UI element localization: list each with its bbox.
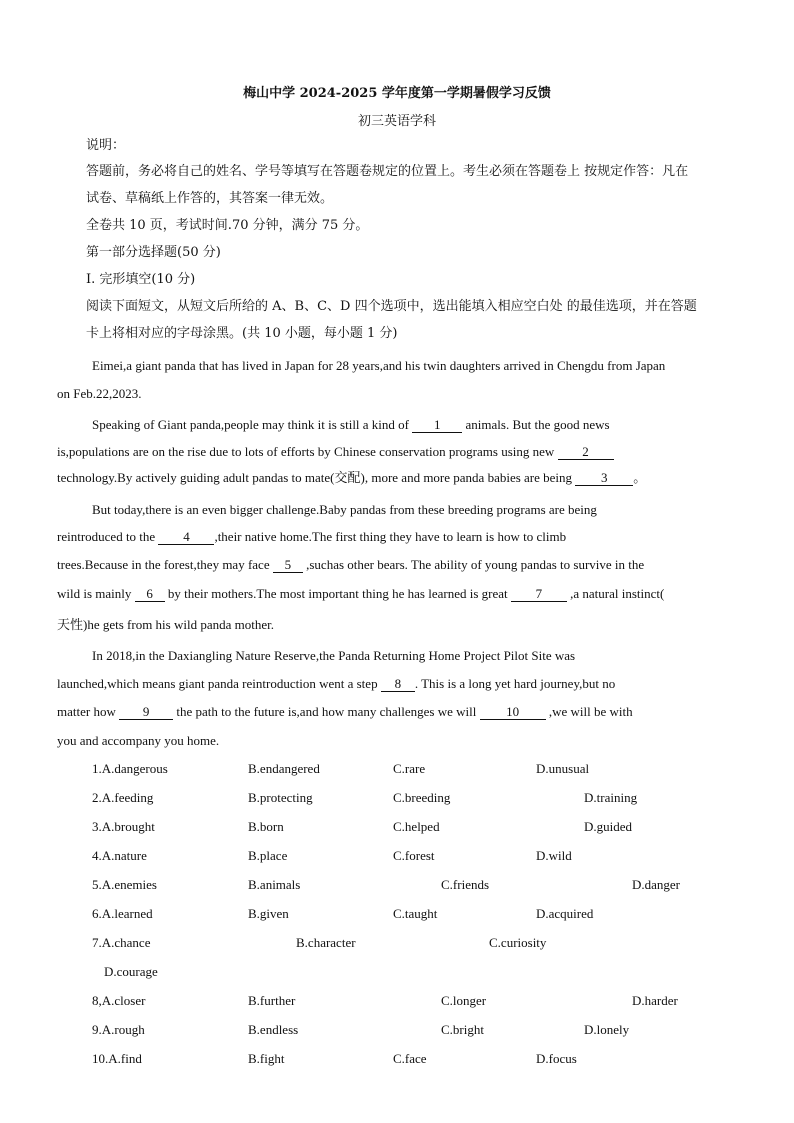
option-3c: C.helped (393, 819, 440, 834)
exam-subtitle: 初三英语学科 (357, 114, 436, 129)
blank-7: 7 (511, 587, 567, 602)
option-4d: D.wild (536, 848, 572, 863)
blank-4: 4 (158, 530, 214, 545)
option-8b: B.further (248, 993, 296, 1008)
blank-8: 8 (381, 677, 415, 692)
part-one-heading: 第一部分选择题(50 分) (86, 245, 221, 260)
section-cloze-heading: I. 完形填空(10 分) (86, 272, 196, 287)
instructions-label: 说明： (86, 138, 126, 153)
blank-2: 2 (558, 445, 614, 460)
passage-line: reintroduced to the 4 ,their native home.The first thing they have to learn is how to climb (57, 529, 567, 544)
option-7d: D.courage (104, 964, 158, 979)
passage-line: is,populations are on the rise due to lots of efforts by Chinese conservation programs using new 2 (57, 443, 614, 461)
option-7c: C.curiosity (489, 935, 547, 950)
passage-line: wild is mainly 6 by their mothers.The most important thing he has learned is great 7 ,a natural instinct( (57, 586, 665, 601)
option-7a: 7.A.chance (92, 935, 151, 950)
blank-3: 3 (575, 471, 633, 486)
option-3d: D.guided (584, 819, 633, 834)
option-2d: D.training (584, 790, 638, 805)
option-3a: 3.A.brought (92, 819, 155, 834)
blank-10: 10 (480, 705, 546, 720)
option-8a: 8,A.closer (92, 993, 146, 1008)
instructions-line-3: 全卷共 10 页，考试时间.70 分钟，满分 75 分。 (86, 218, 369, 233)
option-1a: 1.A.dangerous (92, 761, 168, 776)
instructions-line-1: 答题前，务必将自己的姓名、学号等填写在答题卷规定的位置上。考生必须在答题卷上 按规定作答：凡在 (86, 164, 689, 179)
option-7b: B.character (296, 935, 356, 950)
option-4a: 4.A.nature (92, 848, 147, 863)
option-10c: C.face (393, 1051, 427, 1066)
option-6b: B.given (248, 906, 289, 921)
option-10a: 10.A.find (92, 1051, 142, 1066)
option-5a: 5.A.enemies (92, 877, 157, 892)
passage-line: technology.By actively guiding adult pandas to mate(交配), more and more panda babies are being 3 。 (57, 470, 647, 485)
option-6c: C.taught (393, 906, 438, 921)
option-1d: D.unusual (536, 761, 590, 776)
exam-title: 梅山中学 2024-2025 学年度第一学期暑假学习反馈 (243, 86, 551, 101)
option-9b: B.endless (248, 1022, 299, 1037)
blank-5: 5 (273, 558, 303, 573)
option-1c: C.rare (393, 761, 426, 776)
instructions-line-2: 试卷、草稿纸上作答的，其答案一律无效。 (86, 191, 334, 206)
option-6d: D.acquired (536, 906, 594, 921)
option-3b: B.born (248, 819, 284, 834)
option-4c: C.forest (393, 848, 435, 863)
passage-line: launched,which means giant panda reintroduction went a step 8 . This is a long yet hard journey,but no (57, 676, 616, 691)
option-4b: B.place (248, 848, 288, 863)
option-10d: D.focus (536, 1051, 577, 1066)
blank-9: 9 (119, 705, 173, 720)
passage-line: But today,there is an even bigger challenge.Baby pandas from these breeding programs are being (92, 502, 597, 517)
option-9a: 9.A.rough (92, 1022, 145, 1037)
option-9d: D.lonely (584, 1022, 630, 1037)
passage-line: on Feb.22,2023. (57, 386, 142, 401)
directions-line-2: 卡上将相对应的字母涂黑。(共 10 小题，每小题 1 分) (86, 326, 398, 341)
option-2c: C.breeding (393, 790, 451, 805)
blank-1: 1 (412, 418, 462, 433)
passage-line: trees.Because in the forest,they may face 5 ,suchas other bears. The ability of young pandas to survive in the (57, 557, 645, 572)
option-2b: B.protecting (248, 790, 313, 805)
passage-line: matter how 9 the path to the future is,and how many challenges we will 10 ,we will be with (57, 704, 633, 719)
passage-line: Eimei,a giant panda that has lived in Japan for 28 years,and his twin daughters arrived in Chengdu from Japan (92, 358, 666, 373)
option-5c: C.friends (441, 877, 490, 892)
passage-line: In 2018,in the Daxiangling Nature Reserve,the Panda Returning Home Project Pilot Site was (92, 648, 576, 663)
directions-line-1: 阅读下面短文，从短文后所给的 A、B、C、D 四个选项中，选出能填入相应空白处 的最佳选项，并在答题 (86, 299, 697, 314)
option-2a: 2.A.feeding (92, 790, 154, 805)
option-8d: D.harder (632, 993, 678, 1008)
option-5d: D.danger (632, 877, 681, 892)
blank-6: 6 (135, 587, 165, 602)
option-6a: 6.A.learned (92, 906, 153, 921)
passage-line: 天性)he gets from his wild panda mother. (57, 617, 274, 632)
option-1b: B.endangered (248, 761, 320, 776)
passage-line: you and accompany you home. (57, 733, 220, 748)
passage-line: Speaking of Giant panda,people may think it is still a kind of 1 animals. But the good news (92, 417, 610, 432)
option-8c: C.longer (441, 993, 487, 1008)
option-9c: C.bright (441, 1022, 484, 1037)
option-10b: B.fight (248, 1051, 285, 1066)
option-5b: B.animals (248, 877, 301, 892)
